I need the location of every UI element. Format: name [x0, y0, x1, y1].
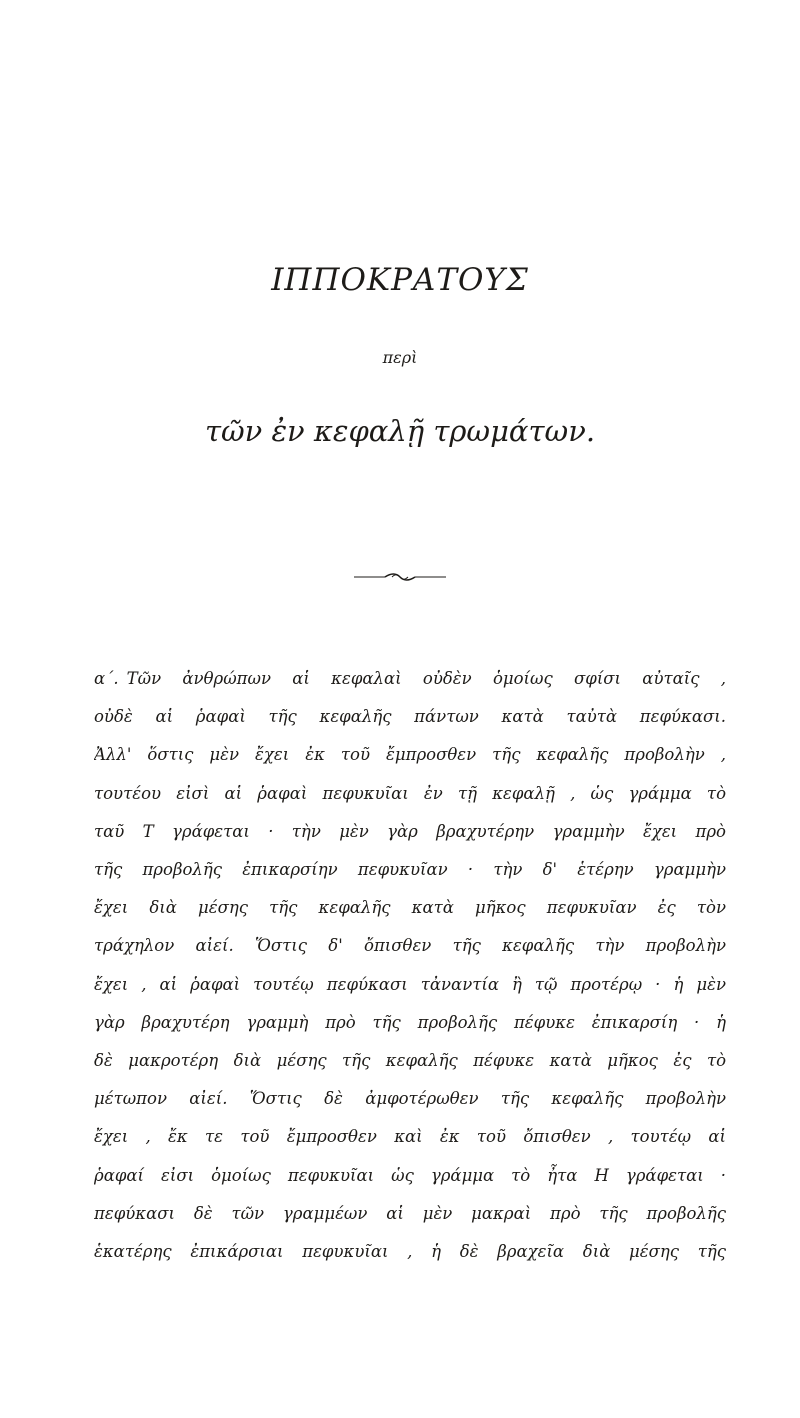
line-text-1: Τῶν ἀνθρώπων αἱ κεφαλαὶ οὐδὲν ὁμοίως σφίσι αὐταῖς ,: [126, 669, 726, 688]
text-line-6: τῆς προβολῆς ἐπικαρσίην πεφυκυῖαν · τὴν δ' ἑτέρην γραμμὴν: [94, 860, 726, 880]
text-line-5: ταῦ Τ γράφεται · τὴν μὲν γὰρ βραχυτέρην γραμμὴν ἔχει πρὸ: [94, 821, 726, 841]
decorative-rule-icon: [354, 571, 446, 583]
text-line-13: ἔχει , ἔκ τε τοῦ ἔμπροσθεν καὶ ἐκ τοῦ ὄπισθεν , τουτέῳ αἱ: [94, 1127, 726, 1147]
text-line-8: τράχηλον αἰεί. Ὅστις δ' ὄπισθεν τῆς κεφαλῆς τὴν προβολὴν: [94, 936, 726, 956]
title-preposition: περὶ: [382, 348, 418, 367]
text-line-15: πεφύκασι δὲ τῶν γραμμέων αἱ μὲν μακραὶ πρὸ τῆς προβολῆς: [94, 1203, 726, 1223]
text-line-7: ἔχει διὰ μέσης τῆς κεφαλῆς κατὰ μῆκος πεφυκυῖαν ἐς τὸν: [94, 898, 726, 918]
text-line-2: οὐδὲ αἱ ῥαφαὶ τῆς κεφαλῆς πάντων κατὰ ταὐτὰ πεφύκασι.: [94, 707, 726, 727]
main-text: [94, 660, 726, 1271]
text-line-9: ἔχει , αἱ ῥαφαὶ τουτέῳ πεφύκασι τἀναντία ἢ τῷ προτέρῳ · ἡ μὲν: [94, 974, 726, 994]
text-line-4: τουτέου εἰσὶ αἱ ῥαφαὶ πεφυκυῖαι ἐν τῇ κεφαλῇ , ὡς γράμμα τὸ: [94, 783, 726, 803]
author-title: ΙΠΠΟΚΡΑΤΟΥΣ: [271, 262, 529, 298]
text-line-10: γὰρ βραχυτέρη γραμμὴ πρὸ τῆς προβολῆς πέφυκε ἐπικαρσίη · ἡ: [94, 1012, 726, 1032]
text-line-14: ῥαφαί εἰσι ὁμοίως πεφυκυῖαι ὡς γράμμα τὸ ἦτα Η γράφεται ·: [94, 1165, 726, 1185]
text-line-11: δὲ μακροτέρη διὰ μέσης τῆς κεφαλῆς πέφυκε κατὰ μῆκος ἐς τὸ: [94, 1051, 726, 1071]
section-number: α΄.: [94, 669, 119, 688]
work-title: τῶν ἐν κεφαλῇ τρωμάτων.: [204, 414, 596, 448]
text-line-3: Ἀλλ' ὅστις μὲν ἔχει ἐκ τοῦ ἔμπροσθεν τῆς κεφαλῆς προβολὴν ,: [94, 745, 726, 765]
text-line-12: μέτωπον αἰεί. Ὅστις δὲ ἀμφοτέρωθεν τῆς κεφαλῆς προβολὴν: [94, 1089, 726, 1109]
text-line-1: [94, 660, 726, 698]
text-line-16: ἑκατέρης ἐπικάρσιαι πεφυκυῖαι , ἡ δὲ βραχεῖα διὰ μέσης τῆς: [94, 1242, 726, 1262]
